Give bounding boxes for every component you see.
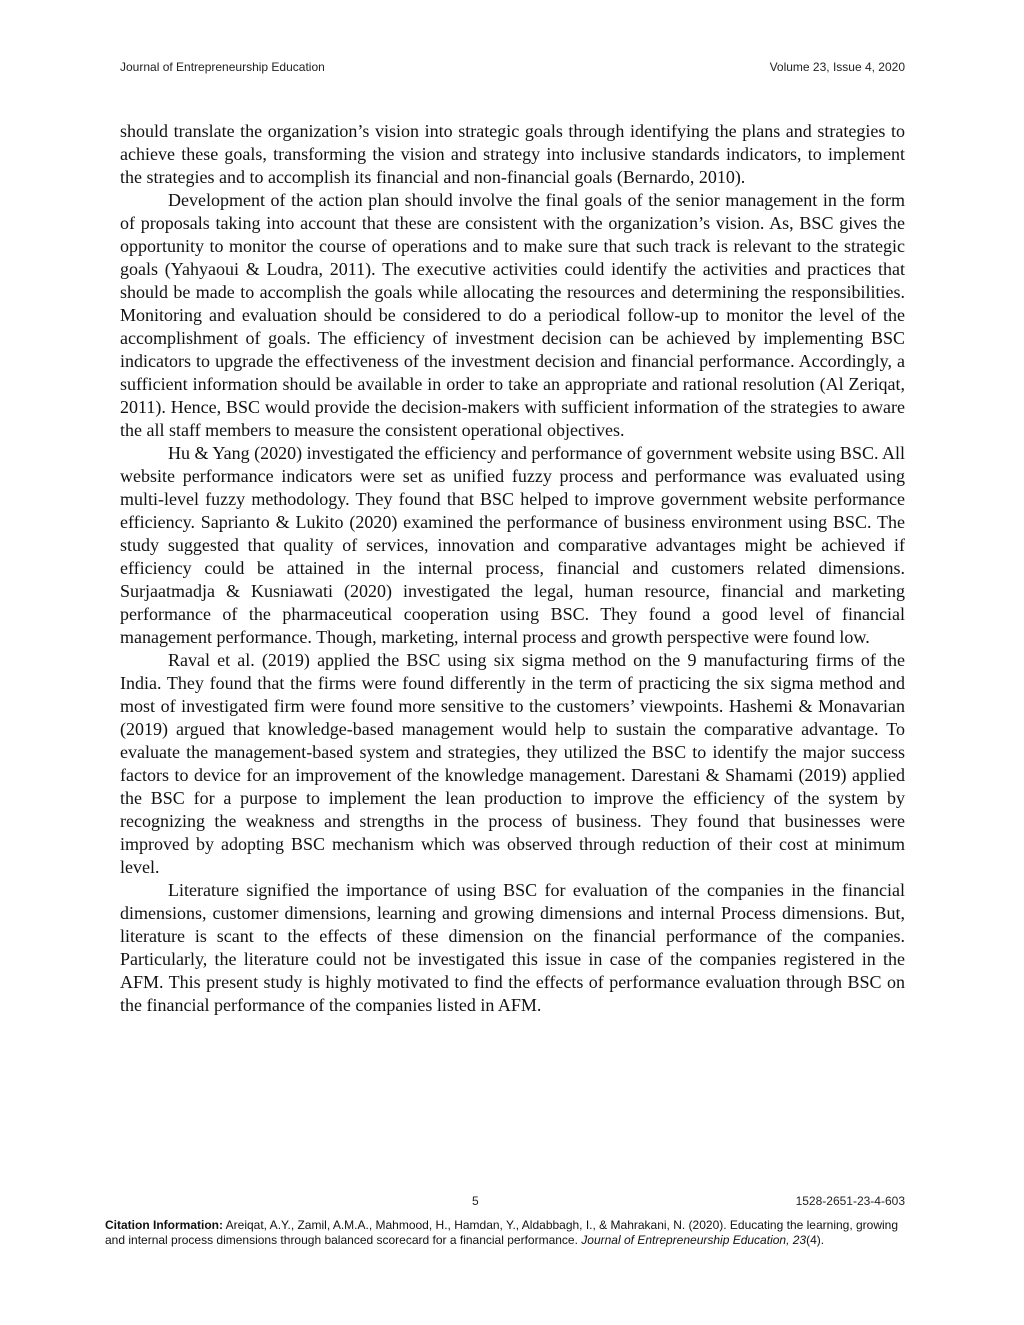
volume-issue: Volume 23, Issue 4, 2020 [769,60,905,74]
document-id: 1528-2651-23-4-603 [795,1194,905,1208]
citation-label: Citation Information: [105,1218,223,1232]
journal-name: Journal of Entrepreneurship Education [120,60,325,74]
body-text [120,120,905,1017]
citation-text: Areiqat, A.Y., Zamil, A.M.A., Mahmood, H., Hamdan, Y., Aldabbagh, I., & Mahrakani, N. (2020). Educating the learning, growing and internal process dimensions through balanced scorecard for a financial performance. [105,1218,899,1247]
paragraph: Development of the action plan should involve the final goals of the senior management in the form of proposals taking into account that these are consistent with the organization’s vision. As, BSC gives the opportunity to monitor the course of operations and to make sure that such track is relevant to the strategic goals (Yahyaoui & Loudra, 2011). The executive activities could identify the activities and practices that should be made to accomplish the goals while allocating the resources and determining the responsibilities. Monitoring and evaluation should be considered to do a periodical follow-up to monitor the level of the accomplishment of goals. The efficiency of investment decision can be achieved by implementing BSC indicators to upgrade the effectiveness of the investment decision and financial performance. Accordingly, a sufficient information should be available in order to take an appropriate and rational resolution (Al Zeriqat, 2011). Hence, BSC would provide the decision-makers with sufficient information of the strategies to aware the all staff members to measure the consistent operational objectives. [120,190,905,440]
citation-issue: (4). [806,1233,825,1247]
page-number: 5 [472,1194,479,1208]
citation-information [105,1218,905,1248]
paragraph: Literature signified the importance of using BSC for evaluation of the companies in the financial dimensions, customer dimensions, learning and growing dimensions and internal Process dimensions. But, literature is scant to the effects of these dimension on the financial performance of the companies. Particularly, the literature could not be investigated this issue in case of the companies registered in the AFM. This present study is highly motivated to find the effects of performance evaluation through BSC on the financial performance of the companies listed in AFM. [120,880,905,1015]
paragraph: should translate the organization’s vision into strategic goals through identifying the plans and strategies to achieve these goals, transforming the vision and strategy into inclusive standards indicators, to implement the strategies and to accomplish its financial and non-financial goals (Bernardo, 2010). [120,121,905,187]
citation-journal: Journal of Entrepreneurship Education, 23 [581,1233,807,1247]
paragraph: Raval et al. (2019) applied the BSC using six sigma method on the 9 manufacturing firms of the India. They found that the firms were found differently in the term of practicing the six sigma method and most of investigated firm were found more sensitive to the customers’ viewpoints. Hashemi & Monavarian (2019) argued that knowledge-based management would help to sustain the comparative advantage. To evaluate the management-based system and strategies, they utilized the BSC to identify the major success factors to device for an improvement of the knowledge management. Darestani & Shamami (2019) applied the BSC for a purpose to implement the lean production to improve the efficiency of the system by recognizing the weakness and strengths in the process of business. They found that businesses were improved by adopting BSC mechanism which was observed through reduction of their cost at minimum level. [120,650,905,877]
paragraph: Hu & Yang (2020) investigated the efficiency and performance of government website using BSC. All website performance indicators were set as unified fuzzy process and performance was evaluated using multi-level fuzzy methodology. They found that BSC helped to improve government website performance efficiency. Saprianto & Lukito (2020) examined the performance of business environment using BSC. The study suggested that quality of services, innovation and comparative advantages might be achieved if efficiency could be attained in the internal process, financial and customers related dimensions. Surjaatmadja & Kusniawati (2020) investigated the legal, human resource, financial and marketing performance of the pharmaceutical cooperation using BSC. They found a good level of financial management performance. Though, marketing, internal process and growth perspective were found low. [120,443,905,647]
running-header [120,60,905,74]
